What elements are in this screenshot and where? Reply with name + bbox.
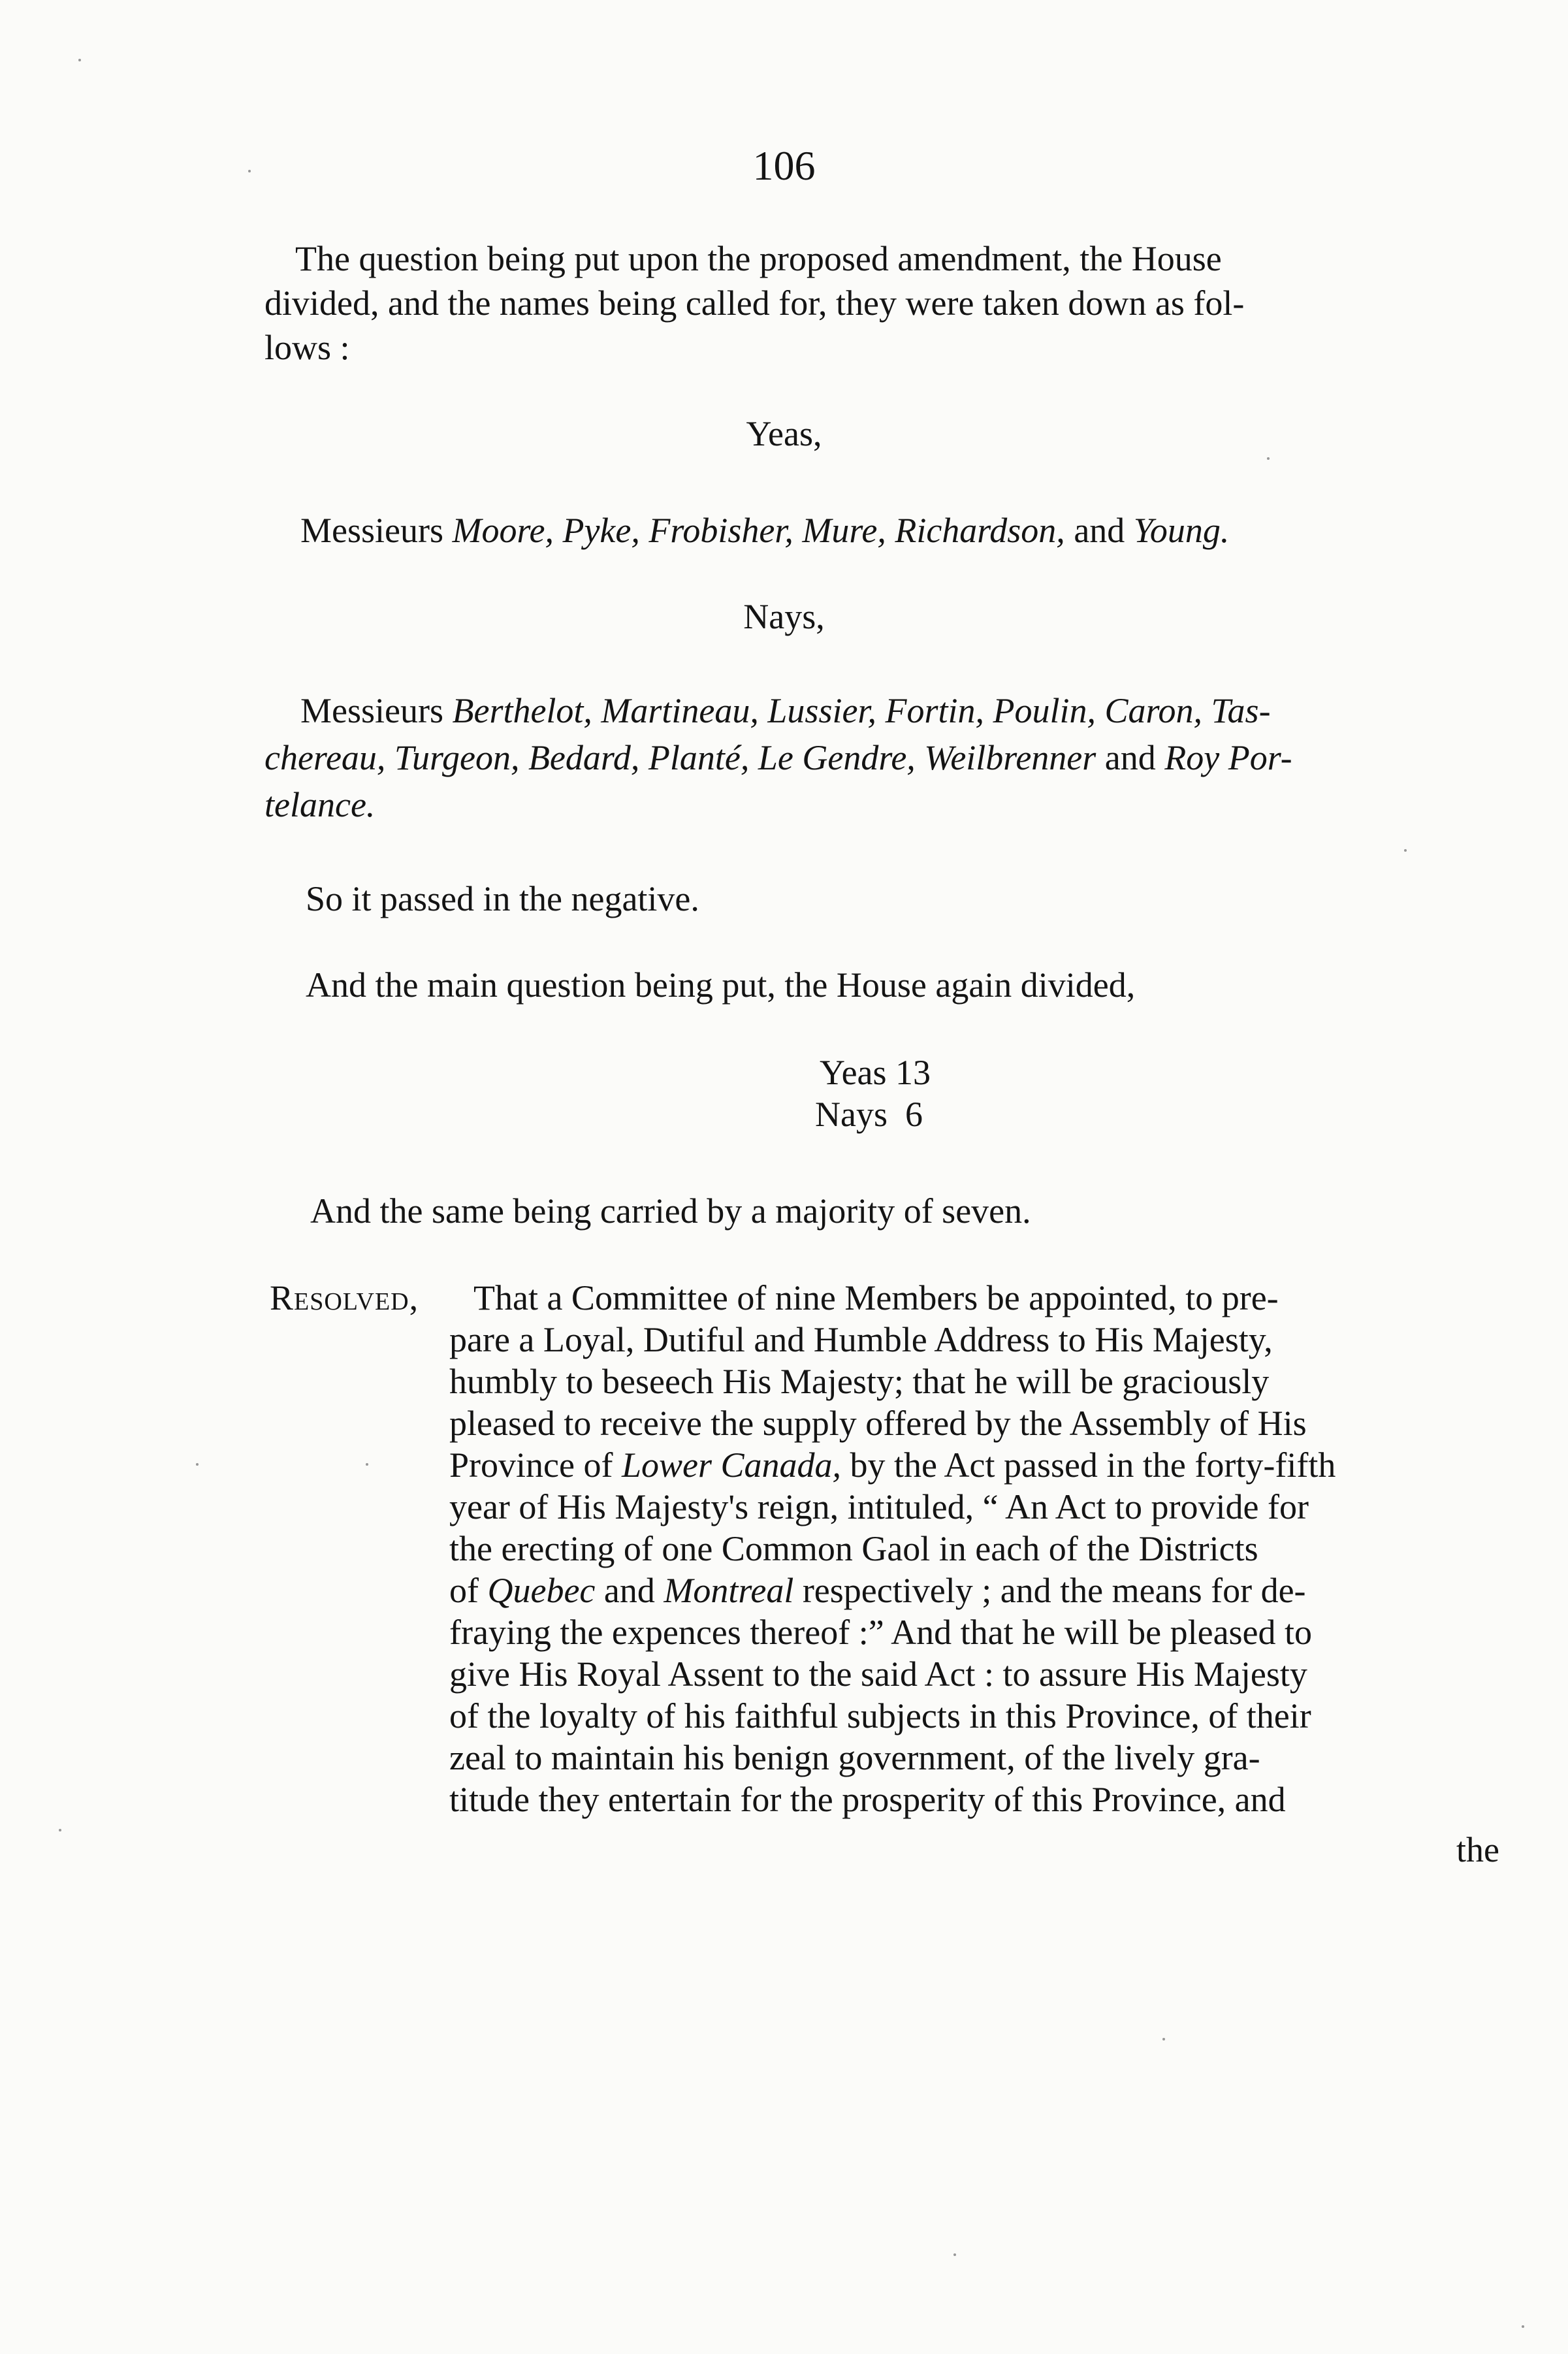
resolved-line-6: year of His Majesty's reign, intituled, “ An Act to provide for <box>449 1487 1309 1526</box>
resolved-label: Resolved, <box>270 1278 419 1317</box>
speck <box>196 1463 199 1466</box>
para1-line1: The question being put upon the proposed amendment, the House <box>295 239 1222 278</box>
nays-names-line3: telance. <box>264 785 376 824</box>
para1-line3: lows : <box>264 328 350 367</box>
resolved-line-1: That a Committee of nine Members be appointed, to pre- <box>473 1278 1279 1317</box>
tally-yeas: Yeas 13 <box>820 1053 931 1092</box>
resolved-line-9: fraying the expences thereof :” And that he will be pleased to <box>449 1613 1313 1652</box>
majority-line: And the same being carried by a majority of seven. <box>310 1191 1031 1231</box>
speck <box>59 1829 61 1831</box>
yeas-names: Messieurs Moore, Pyke, Frobisher, Mure, Richardson, and Young. <box>300 511 1230 550</box>
tally-nays: Nays 6 <box>815 1095 923 1134</box>
speck <box>1267 457 1270 460</box>
nays-names-line1: Messieurs Berthelot, Martineau, Lussier, Fortin, Poulin, Caron, Tas- <box>300 691 1271 730</box>
resolved-line-10: give His Royal Assent to the said Act : to assure His Majesty <box>449 1654 1307 1694</box>
resolved-line-2: pare a Loyal, Dutiful and Humble Address to His Majesty, <box>449 1320 1273 1359</box>
negative-line: So it passed in the negative. <box>306 879 699 918</box>
speck <box>366 1463 368 1466</box>
resolved-line-12: zeal to maintain his benign government, of the lively gra- <box>449 1738 1260 1777</box>
speck <box>953 2253 956 2256</box>
resolved-line-5: Province of Lower Canada, by the Act passed in the forty-fifth <box>449 1445 1336 1485</box>
speck <box>78 59 81 61</box>
catchword: the <box>1456 1830 1499 1869</box>
resolved-line-8: of Quebec and Montreal respectively ; and the means for de- <box>449 1571 1306 1610</box>
resolved-line-11: of the loyalty of his faithful subjects in this Province, of their <box>449 1696 1311 1735</box>
nays-heading: Nays, <box>743 597 825 636</box>
main-question-line: And the main question being put, the House again divided, <box>306 965 1136 1005</box>
speck <box>248 170 251 172</box>
resolved-line-7: the erecting of one Common Gaol in each of the Districts <box>449 1529 1258 1568</box>
speck <box>1162 2038 1165 2040</box>
yeas-heading: Yeas, <box>746 414 822 453</box>
resolved-line-13: titude they entertain for the prosperity of this Province, and <box>449 1780 1286 1819</box>
resolved-line-4: pleased to receive the supply offered by the Assembly of His <box>449 1404 1307 1443</box>
page-number: 106 <box>752 142 816 189</box>
speck <box>1522 2325 1524 2328</box>
speck <box>1404 849 1407 852</box>
para1-line2: divided, and the names being called for, they were taken down as fol- <box>264 283 1245 323</box>
nays-names-line2: chereau, Turgeon, Bedard, Planté, Le Gendre, Weilbrenner and Roy Por- <box>264 738 1292 777</box>
resolved-line-3: humbly to beseech His Majesty; that he will be graciously <box>449 1362 1270 1401</box>
